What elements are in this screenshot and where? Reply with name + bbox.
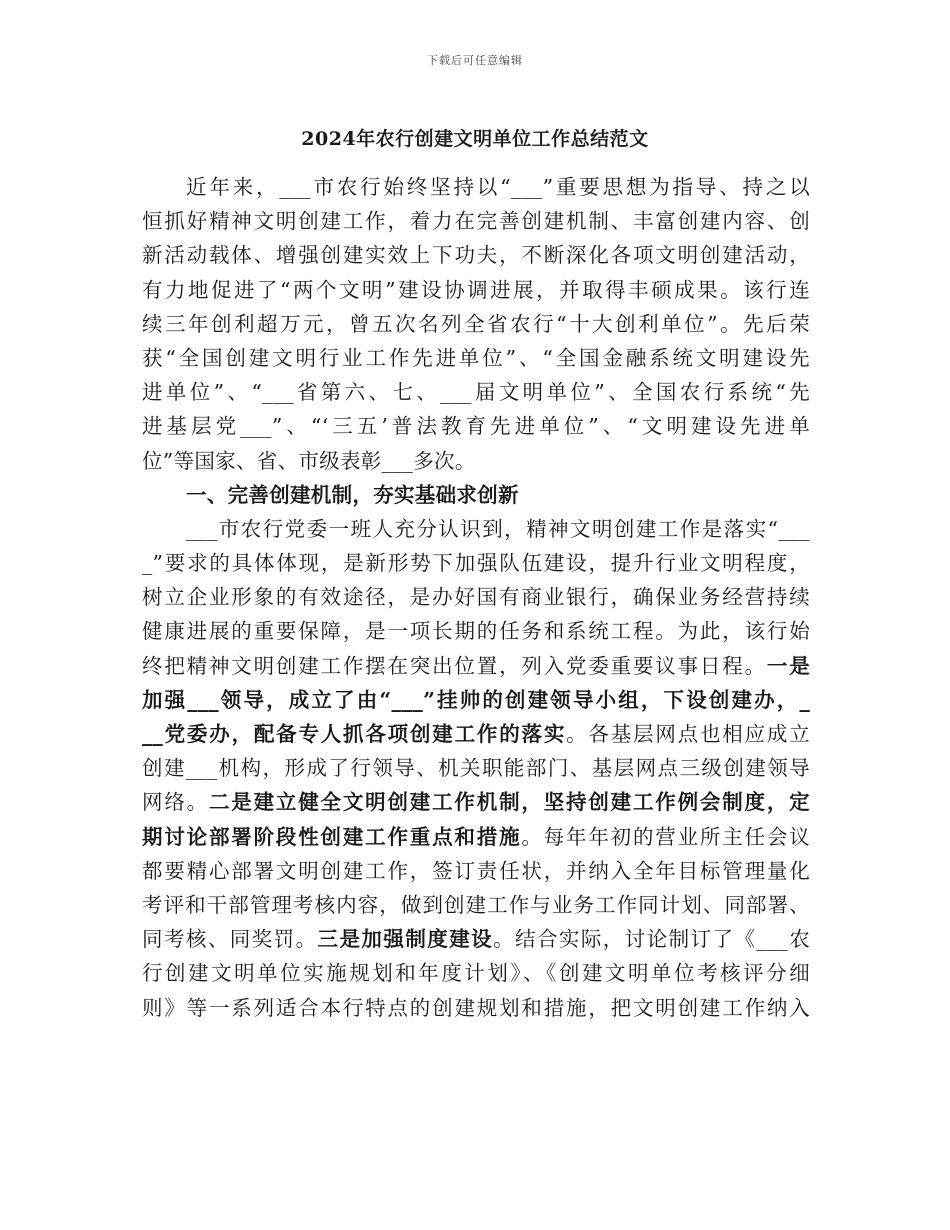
- text-line: [142, 341, 810, 375]
- text-segment: 行创建文明单位实施规划和年度计划》、《创建文明单位考核评分细: [142, 961, 810, 986]
- text-segment: 获“全国创建文明行业工作先进单位”、“全国金融系统文明建设先: [142, 345, 810, 370]
- text-line: [142, 683, 810, 717]
- text-segment: 恒抓好精神文明创建工作，着力在完善创建机制、丰富创建内容、创: [142, 209, 810, 234]
- text-segment: ___市农行党委一班人充分认识到，精神文明创建工作是落实“___: [186, 516, 810, 541]
- text-line: [142, 273, 810, 307]
- text-segment: _”要求的具体体现，是新形势下加强队伍建设，提升行业文明程度，: [142, 551, 810, 576]
- bold-text-segment: 三是加强制度建设: [317, 927, 494, 952]
- bold-text-segment: 二是建立健全文明创建工作机制，坚持创建工作例会制度，定: [208, 790, 810, 815]
- text-line: [142, 649, 810, 683]
- text-segment: 。结合实际，讨论制订了《___农: [493, 927, 810, 952]
- text-line: [142, 546, 810, 580]
- text-line: [142, 854, 810, 888]
- text-segment: 续三年创利超万元，曾五次名列全省农行“十大创利单位”。先后荣: [142, 311, 810, 336]
- text-line: [142, 444, 810, 478]
- text-segment: 近年来，___市农行始终坚持以“___”重要思想为指导、持之以: [186, 175, 810, 199]
- text-line: [142, 785, 810, 819]
- text-segment: 。各基层网点也相应成立: [566, 722, 810, 746]
- text-line: [142, 717, 810, 751]
- text-segment: 网络。: [142, 790, 209, 815]
- section-heading: [142, 478, 810, 512]
- text-segment: 有力地促进了“两个文明”建设协调进展，并取得丰硕成果。该行连: [142, 277, 810, 302]
- text-line: [142, 238, 810, 272]
- text-segment: 进基层党___”、“‘三五’普法教育先进单位”、“文明建设先进单: [142, 414, 810, 439]
- text-segment: 都要精心部署文明创建工作，签订责任状，并纳入全年目标管理量化: [142, 858, 810, 883]
- text-line: [142, 307, 810, 341]
- document-body: [142, 170, 810, 1025]
- text-line: [142, 820, 810, 854]
- text-segment: 新活动载体、增强创建实效上下功夫，不断深化各项文明创建活动，: [142, 243, 810, 268]
- text-segment: 健康进展的重要保障，是一项长期的任务和系统工程。为此，该行始: [142, 619, 810, 644]
- text-line: [142, 409, 810, 443]
- text-segment: 创建___机构，形成了行领导、机关职能部门、基层网点三级创建领导: [142, 756, 810, 781]
- text-segment: 位”等国家、省、市级表彰___多次。: [142, 448, 476, 473]
- bold-text-segment: 期讨论部署阶段性创建工作重点和措施: [142, 824, 522, 849]
- text-segment: 一、完善创建机制，夯实基础求创新: [186, 482, 519, 507]
- text-line: [142, 580, 810, 614]
- text-segment: 同考核、同奖罚。: [142, 927, 318, 952]
- text-segment: 进单位”、“___省第六、七、___届文明单位”、全国农行系统“先: [142, 380, 810, 405]
- text-line: [142, 751, 810, 785]
- bold-text-segment: 加强___领导，成立了由“___”挂帅的创建领导小组，下设创建办，_: [142, 687, 810, 712]
- bold-text-segment: __党委办，配备专人抓各项创建工作的落实: [142, 722, 567, 746]
- text-line: [142, 888, 810, 922]
- text-segment: 则》等一系列适合本行特点的创建规划和措施，把文明创建工作纳入: [142, 995, 810, 1020]
- text-line: [142, 204, 810, 238]
- text-line: [142, 991, 810, 1025]
- page-header-note: 下载后可任意编辑: [427, 54, 523, 67]
- bold-text-segment: 一是: [766, 653, 810, 678]
- text-line: [142, 170, 810, 204]
- text-line: [142, 375, 810, 409]
- text-segment: 树立企业形象的有效途径，是办好国有商业银行，确保业务经营持续: [142, 585, 810, 610]
- document-title: 2024年农行创建文明单位工作总结范文: [301, 128, 649, 150]
- text-line: [142, 922, 810, 956]
- text-line: [142, 956, 810, 990]
- text-segment: 。每年年初的营业所主任会议: [521, 824, 810, 849]
- text-segment: 考评和干部管理考核内容，做到创建工作与业务工作同计划、同部署、: [142, 892, 810, 917]
- text-segment: 终把精神文明创建工作摆在突出位置，列入党委重要议事日程。: [142, 653, 767, 678]
- text-line: [142, 512, 810, 546]
- text-line: [142, 614, 810, 648]
